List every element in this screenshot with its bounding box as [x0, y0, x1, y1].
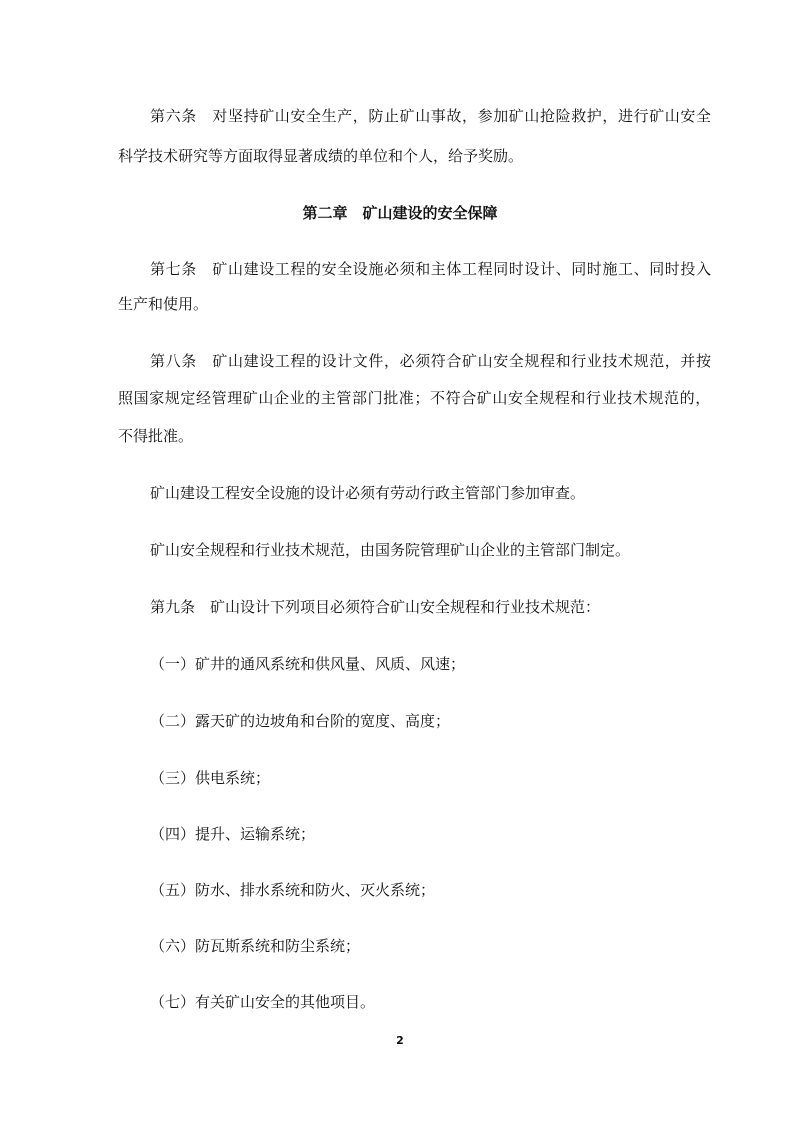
list-item: （七）有关矿山安全的其他项目。	[150, 993, 376, 1011]
list-item: （一）矿井的通风系统和供风量、风质、风速；	[150, 655, 466, 673]
article-7-line-2: 生产和使用。	[118, 295, 209, 313]
list-item: （六）防瓦斯系统和防尘系统；	[150, 937, 361, 955]
article-7-line-1: 第七条 矿山建设工程的安全设施必须和主体工程同时设计、同时施工、同时投入	[150, 260, 712, 278]
list-item: （三）供电系统；	[150, 769, 271, 787]
article-8-paragraph-3: 矿山安全规程和行业技术规范，由国务院管理矿山企业的主管部门制定。	[150, 541, 631, 559]
article-6-line-2: 科学技术研究等方面取得显著成绩的单位和个人，给予奖励。	[118, 147, 524, 165]
article-8-line-1: 第八条 矿山建设工程的设计文件，必须符合矿山安全规程和行业技术规范，并按	[150, 352, 712, 370]
page-number: 2	[396, 1034, 404, 1047]
article-8-paragraph-2: 矿山建设工程安全设施的设计必须有劳动行政主管部门参加审查。	[150, 484, 586, 502]
list-item: （四）提升、运输系统；	[150, 825, 316, 843]
chapter-title: 第二章 矿山建设的安全保障	[302, 204, 498, 222]
article-9-intro: 第九条 矿山设计下列项目必须符合矿山安全规程和行业技术规范：	[150, 598, 601, 616]
list-item: （二）露天矿的边坡角和台阶的宽度、高度；	[150, 712, 451, 730]
article-8-line-3: 不得批准。	[118, 427, 194, 445]
list-item: （五）防水、排水系统和防火、灭火系统；	[150, 881, 436, 899]
article-8-line-2: 照国家规定经管理矿山企业的主管部门批准；不符合矿山安全规程和行业技术规范的，	[118, 389, 711, 407]
article-6-line-1: 第六条 对坚持矿山安全生产，防止矿山事故，参加矿山抢险救护，进行矿山安全	[150, 107, 712, 125]
